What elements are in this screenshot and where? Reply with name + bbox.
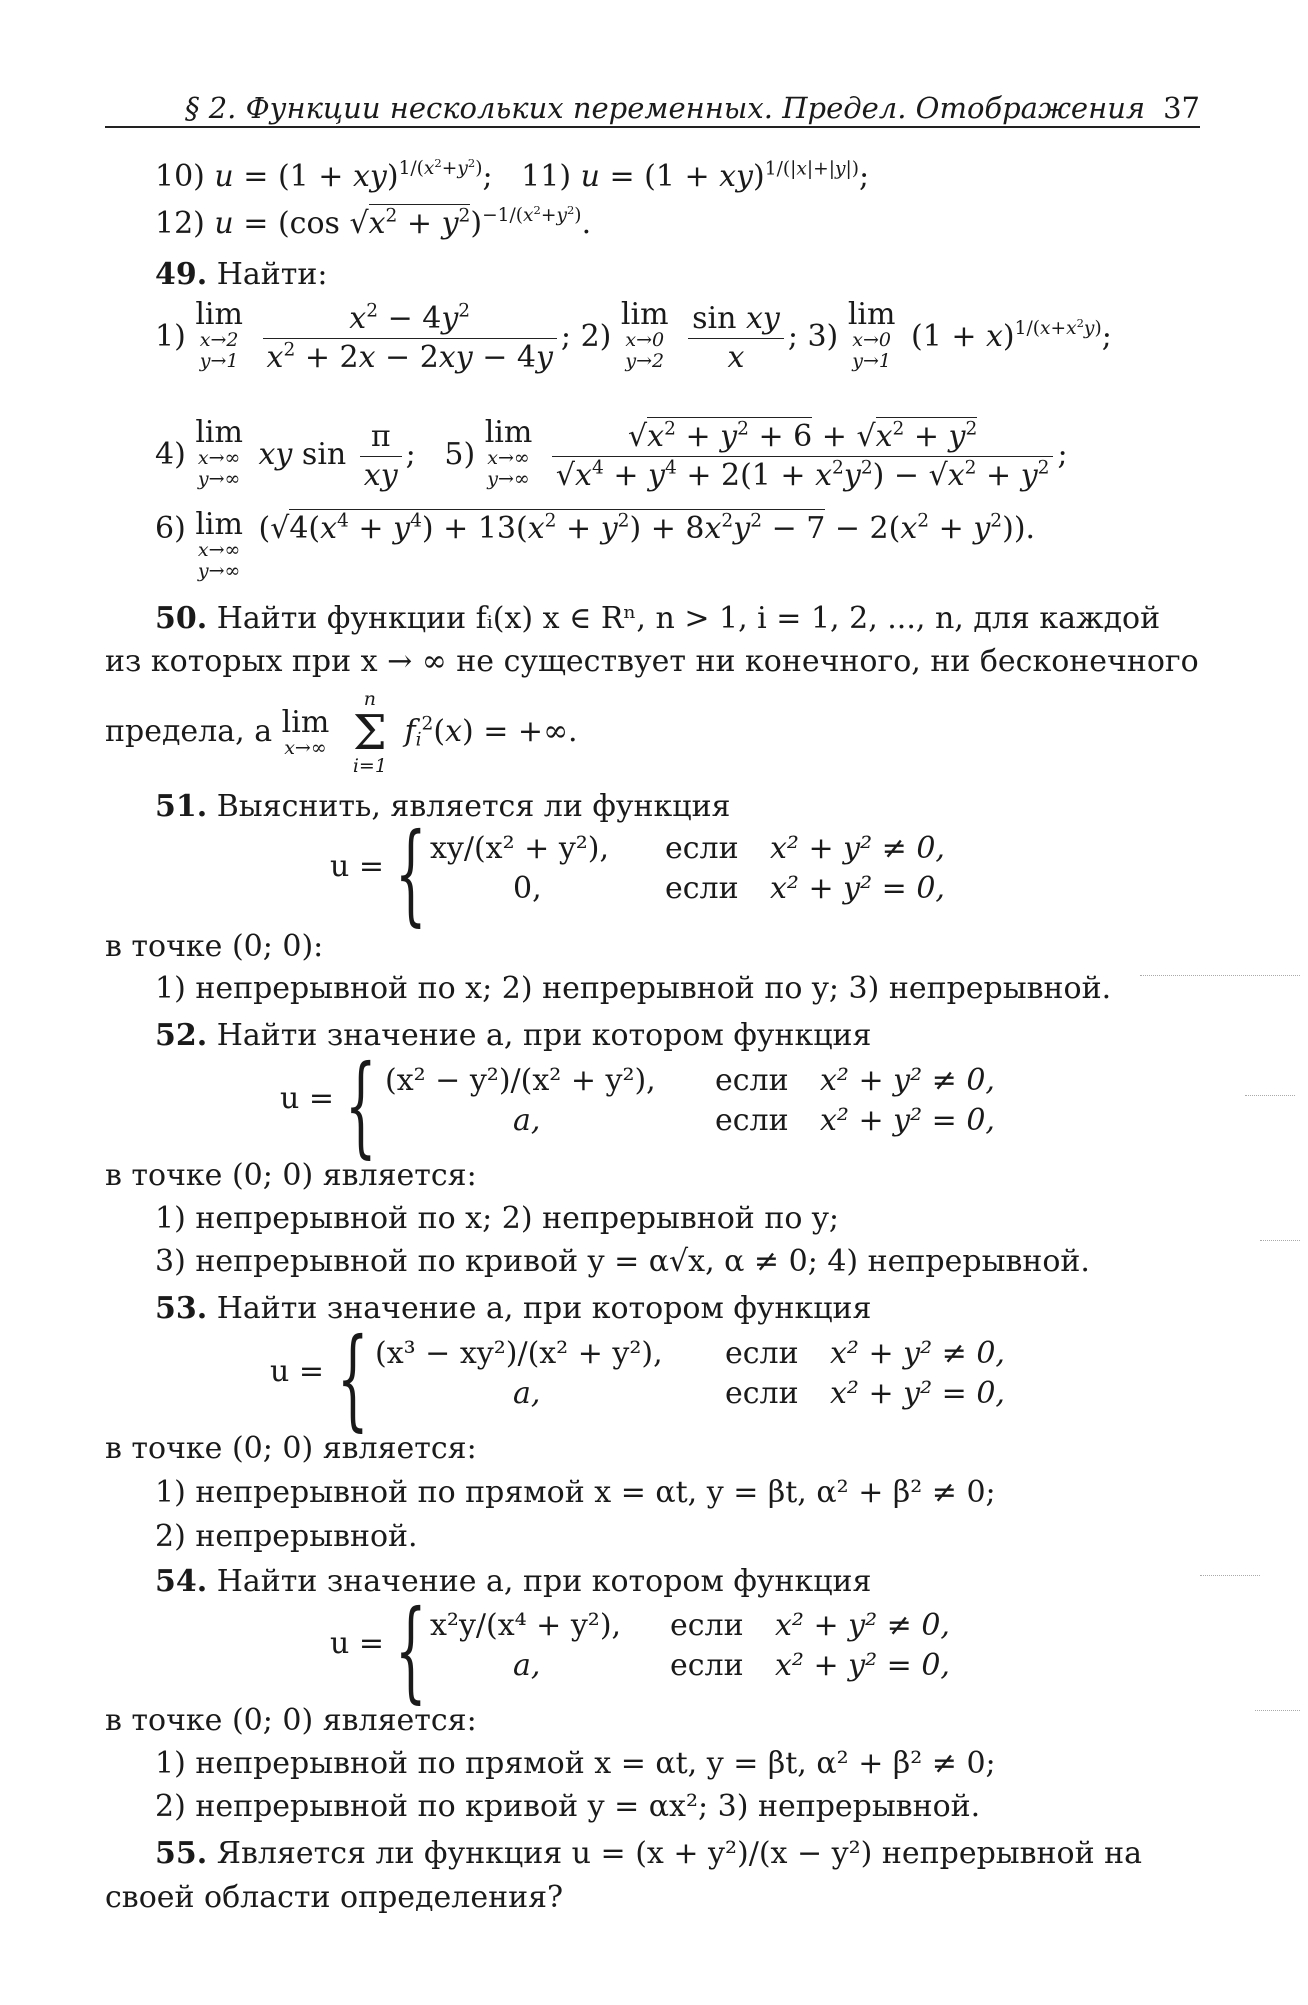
problem-53-at-point: в точке (0; 0) является: (105, 1431, 477, 1466)
problem-52-at-point: в точке (0; 0) является: (105, 1158, 477, 1193)
problem-54-if-2: если (670, 1648, 744, 1683)
problem-50-line-3: предела, а lim x→∞ n Σ i=1 $f_i^2(x)$ = +∞. (105, 688, 578, 777)
problem-51-answers: 1) непрерывной по x; 2) непрерывной по y; 3) непрерывной. (155, 971, 1112, 1006)
problem-53-u-symbol: u = (270, 1354, 324, 1389)
problem-54-at-point: в точке (0; 0) является: (105, 1703, 477, 1738)
running-header (105, 88, 1200, 128)
problem-54-number: 54. (155, 1564, 208, 1599)
problem-52-brace: { (345, 1041, 377, 1169)
problem-52-cond-eq: x² + y² = 0, (820, 1103, 995, 1138)
problem-52-u-symbol: u = (280, 1081, 334, 1116)
problem-53-case-2-expr: a, (513, 1376, 541, 1411)
problem-53-answers-2: 2) непрерывной. (155, 1519, 418, 1554)
problem-53-number: 53. (155, 1291, 208, 1326)
problem-54-if-1: если (670, 1608, 744, 1643)
problem-51-at-point: в точке (0; 0): (105, 929, 324, 964)
problem-54-cond-eq: x² + y² = 0, (775, 1648, 950, 1683)
problem-51-cond-ne: x² + y² ≠ 0, (770, 831, 945, 866)
problem-52-answers-1: 1) непрерывной по x; 2) непрерывной по y; (155, 1201, 839, 1236)
problem-51-u-symbol: u = (330, 849, 384, 884)
problem-54-heading (155, 1563, 871, 1601)
problem-51-number: 51. (155, 789, 208, 824)
problem-52-heading (155, 1017, 871, 1055)
problem-51-cond-eq: x² + y² = 0, (770, 871, 945, 906)
problem-50-line-1 (155, 600, 1160, 638)
problem-52-case-2-expr: a, (513, 1103, 541, 1138)
problem-51-case-1-expr: xy/(x² + y²), (430, 831, 610, 866)
problem-52-intro: Найти значение a, при котором функция (216, 1018, 872, 1053)
scan-artifact (1245, 1095, 1295, 1096)
problem-54-answers-1: 1) непрерывной по прямой x = αt, y = βt, α² + β² ≠ 0; (155, 1746, 996, 1781)
page-number: 37 (1163, 91, 1200, 125)
problem-53-brace: { (337, 1314, 369, 1442)
problem-52-case-1-expr: (x² − y²)/(x² + y²), (385, 1063, 656, 1098)
problem-53-intro: Найти значение a, при котором функция (216, 1291, 872, 1326)
problem-51-if-2: если (665, 871, 739, 906)
problem-49-heading (155, 256, 328, 294)
problem-52-number: 52. (155, 1018, 208, 1053)
problem-53-cond-ne: x² + y² ≠ 0, (830, 1336, 1005, 1371)
problem-50-text-1: Найти функции fᵢ(x) x ∈ Rⁿ, n > 1, i = 1, 2, ..., n, для каждой (216, 601, 1161, 636)
book-page (105, 0, 1200, 2005)
problem-50-number: 50. (155, 601, 208, 636)
problem-51-brace: { (395, 809, 427, 937)
problem-50-text-3: предела, а (105, 714, 273, 749)
problem-54-u-symbol: u = (330, 1626, 384, 1661)
problem-51-heading (155, 788, 731, 826)
problem-52-if-2: если (715, 1103, 789, 1138)
problem-49-row-1: 1) lim x→2 y→1 $\frac{x^2 - 4y^2}{x^2 + 2x - 2xy - 4y}$ ; 2) lim x→0 y→2 $\frac{\text{sin xy}}{x}$ ; 3) lim x→0 y→1 $(1 + x)^{1/(x+x^2y)}$; (155, 297, 1112, 375)
problem-49-row-3: 6) lim x→∞ y→∞ $(√4(x^4 + y^4) + 13(x^2 + y^2) + 8x^2y^2 - 7 - 2(x^2 + y^2))$. (155, 507, 1036, 582)
problem-52-cond-ne: x² + y² ≠ 0, (820, 1063, 995, 1098)
scan-artifact (1255, 1710, 1300, 1711)
problem-53-if-1: если (725, 1336, 799, 1371)
problem-54-brace: { (395, 1586, 427, 1714)
problem-48-line-2: 12) u = (cos $√x^2 + y^2)^{-1/(x^2+y^2)}$. (155, 203, 592, 241)
problem-52-if-1: если (715, 1063, 789, 1098)
problem-55-number: 55. (155, 1836, 208, 1871)
problem-54-answers-2: 2) непрерывной по кривой y = αx²; 3) непрерывной. (155, 1789, 981, 1824)
problem-53-heading (155, 1290, 871, 1328)
problem-54-case-1-expr: x²y/(x⁴ + y²), (430, 1608, 622, 1643)
scan-artifact (1140, 975, 1300, 976)
problem-54-cond-ne: x² + y² ≠ 0, (775, 1608, 950, 1643)
problem-54-intro: Найти значение a, при котором функция (216, 1564, 872, 1599)
scan-artifact (1260, 1240, 1300, 1241)
problem-50-line-2: из которых при x → ∞ не существует ни конечного, ни бесконечного (105, 644, 1199, 679)
problem-55-line-1 (155, 1835, 1142, 1873)
problem-53-if-2: если (725, 1376, 799, 1411)
problem-55-line-2: своей области определения? (105, 1880, 564, 1915)
problem-52-answers-2: 3) непрерывной по кривой y = α√x, α ≠ 0; 4) непрерывной. (155, 1244, 1090, 1279)
problem-49-intro: Найти: (216, 257, 328, 292)
header-title: § 2. Функции нескольких переменных. Предел. Отображения (185, 91, 1146, 125)
problem-51-intro: Выяснить, является ли функция (216, 789, 731, 824)
problem-51-if-1: если (665, 831, 739, 866)
problem-53-answers-1: 1) непрерывной по прямой x = αt, y = βt, α² + β² ≠ 0; (155, 1475, 996, 1510)
problem-54-case-2-expr: a, (513, 1648, 541, 1683)
problem-49-row-2: 4) lim x→∞ y→∞ xy sin $\frac{\pi}{xy}$ ; 5) lim x→∞ y→∞ $\frac{√x^2 + y^2 + 6 + √x^2 + y^2}{√x^4 + y^4 + 2(1 + x^2y^2) - √x^2 + y^2}$ ; (155, 415, 1068, 493)
problem-51-case-2-expr: 0, (513, 871, 542, 906)
scan-artifact (1200, 1575, 1260, 1576)
problem-53-cond-eq: x² + y² = 0, (830, 1376, 1005, 1411)
problem-53-case-1-expr: (x³ − xy²)/(x² + y²), (375, 1336, 663, 1371)
problem-48-line-1: 10) u = (1 + xy)$^{1/(x^2+y^2)}$; 11) u = (1 + xy)$^{1/(|x|+|y|)}$; (155, 156, 870, 194)
problem-55-text-1: Является ли функция u = (x + y²)/(x − y²) непрерывной на (216, 1836, 1143, 1871)
problem-49-number: 49. (155, 257, 208, 292)
